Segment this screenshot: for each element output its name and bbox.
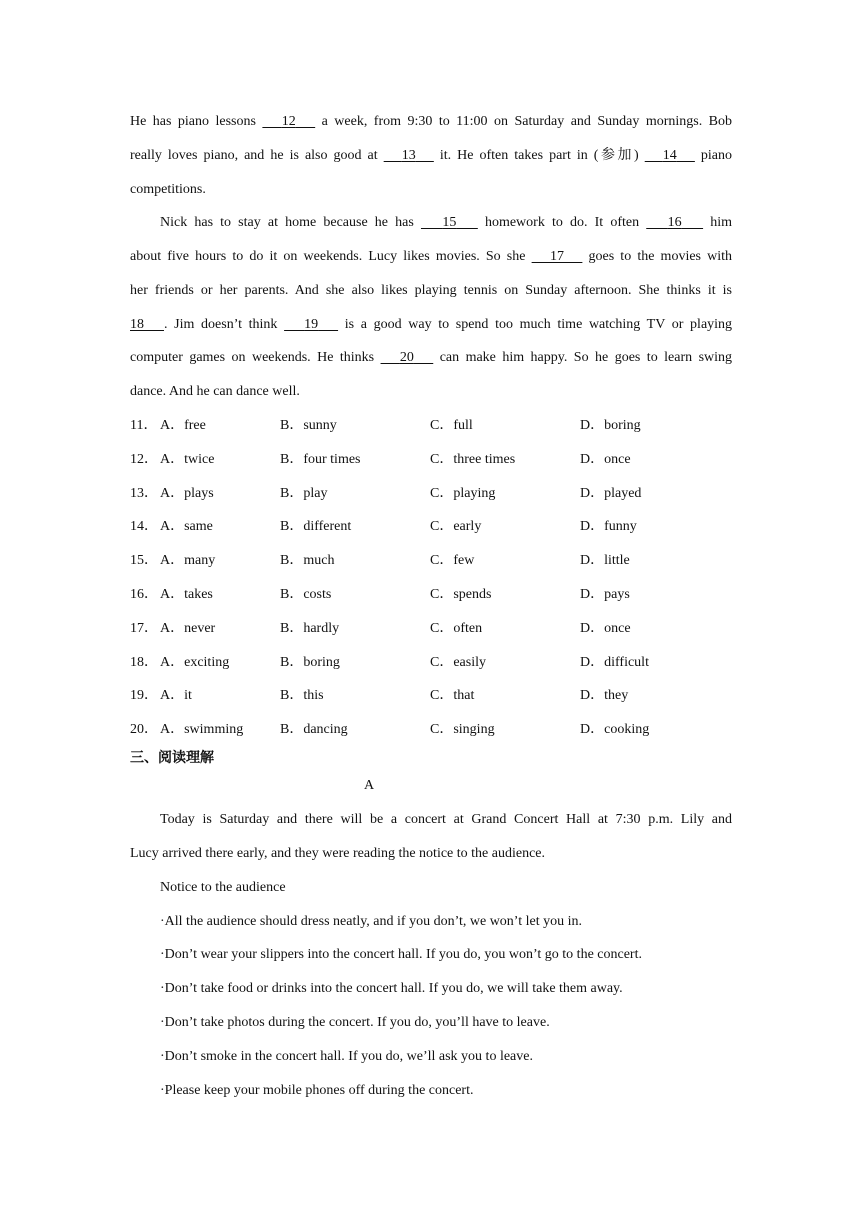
option-d: D．played [580,486,642,501]
question-number: 17． [130,621,158,636]
cloze-line: He has piano lessons 12 a week, from 9:30 to 11:00 on Saturday and Sunday mornings. Bob [130,114,733,129]
question-number: 20． [130,722,158,737]
question-number: 19． [130,688,158,703]
notice-rule: ·Don’t smoke in the concert hall. If you do, we’ll ask you to leave. [160,1049,533,1064]
option-a: A．exciting [160,655,230,670]
option-b: B．different [280,519,352,534]
question-number: 13． [130,486,158,501]
option-d: D．pays [580,587,630,602]
section-heading: 三、阅读理解 [130,750,214,766]
cloze-line: 18 . Jim doesn’t think 19 is a good way to spend too much time watching TV or playing [130,317,733,332]
blank-17: 17 [550,249,564,264]
notice-rule: ·Please keep your mobile phones off during the concert. [160,1083,474,1098]
notice-rule: ·Don’t take food or drinks into the concert hall. If you do, we will take them away. [160,981,623,996]
option-c: C．easily [430,655,486,670]
option-b: B．hardly [280,621,340,636]
passage-label: A [364,778,375,793]
passage-line: Lucy arrived there early, and they were reading the notice to the audience. [130,846,546,861]
question-number: 14． [130,519,158,534]
cloze-line: dance. And he can dance well. [130,384,300,399]
option-d: D．funny [580,519,637,534]
cloze-line: Nick has to stay at home because he has 15 homework to do. It often 16 him [160,215,732,230]
cloze-line: about five hours to do it on weekends. Lucy likes movies. So she 17 goes to the movies with [130,249,733,264]
option-b: B．much [280,553,335,568]
option-c: C．playing [430,486,496,501]
option-a: A．swimming [160,722,244,737]
option-d: D．difficult [580,655,649,670]
option-a: A．same [160,519,213,534]
option-c: C．early [430,519,482,534]
option-b: B．costs [280,587,332,602]
option-d: D．boring [580,418,641,433]
option-c: C．few [430,553,475,568]
option-c: C．spends [430,587,492,602]
option-b: B．this [280,688,324,703]
blank-18: 18 [130,317,144,332]
option-a: A．many [160,553,216,568]
blank-12: 12 [281,114,296,129]
question-number: 11． [130,418,158,433]
option-a: A．twice [160,452,215,467]
option-c: C．singing [430,722,495,737]
blank-13: 13 [401,148,416,163]
question-number: 15． [130,553,158,568]
blank-19: 19 [304,317,319,332]
blank-20: 20 [399,350,414,365]
option-d: D．they [580,688,629,703]
option-a: A．takes [160,587,213,602]
blank-16: 16 [667,215,682,230]
cloze-line: her friends or her parents. And she also likes playing tennis on Sunday afternoon. She thinks it is [130,283,732,298]
option-c: C．full [430,418,473,433]
question-number: 12． [130,452,158,467]
option-d: D．once [580,621,631,636]
option-a: A．it [160,688,192,703]
cloze-line: really loves piano, and he is also good at 13 it. He often takes part in (参加) 14 piano [130,148,733,163]
option-c: C．three times [430,452,516,467]
cloze-line: competitions. [130,182,206,197]
option-a: A．free [160,418,206,433]
notice-rule: ·All the audience should dress neatly, and if you don’t, we won’t let you in. [160,914,582,929]
passage-line: Today is Saturday and there will be a concert at Grand Concert Hall at 7:30 p.m. Lily and [160,812,732,827]
option-b: B．four times [280,452,361,467]
option-d: D．once [580,452,631,467]
option-b: B．dancing [280,722,348,737]
blank-15: 15 [442,215,457,230]
notice-title: Notice to the audience [160,880,286,895]
option-a: A．plays [160,486,214,501]
option-c: C．that [430,688,475,703]
blank-14: 14 [662,148,677,163]
cloze-line: computer games on weekends. He thinks 20 can make him happy. So he goes to learn swing [130,350,733,365]
option-d: D．little [580,553,630,568]
notice-rule: ·Don’t wear your slippers into the concert hall. If you do, you won’t go to the concert. [160,947,642,962]
option-a: A．never [160,621,216,636]
option-c: C．often [430,621,483,636]
option-b: B．play [280,486,328,501]
option-b: B．sunny [280,418,337,433]
question-number: 18． [130,655,158,670]
option-d: D．cooking [580,722,650,737]
option-b: B．boring [280,655,340,670]
question-number: 16． [130,587,158,602]
notice-rule: ·Don’t take photos during the concert. If you do, you’ll have to leave. [160,1015,550,1030]
